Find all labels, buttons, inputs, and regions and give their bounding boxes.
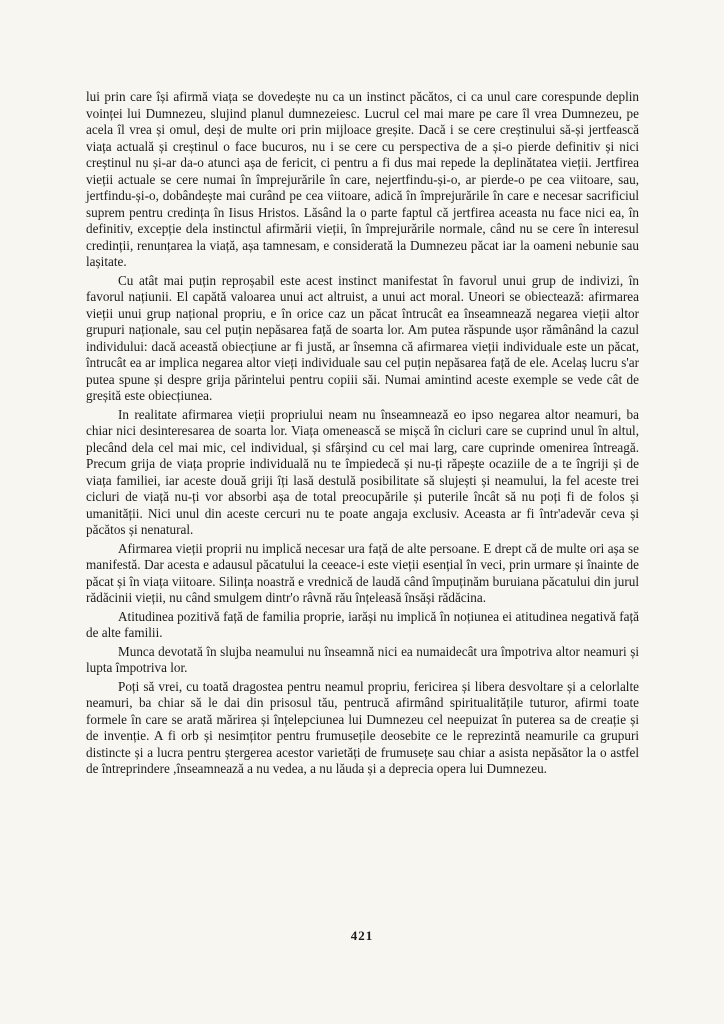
- paragraph-6: Munca devotată în slujba neamului nu înseamnă nici ea numaidecât ura împotriva altor neamuri și lupta împotriva lor.: [86, 643, 639, 675]
- paragraph-4: Afirmarea vieții proprii nu implică necesar ura față de alte persoane. E drept că de multe ori așa se manifestă. Dar acesta e adausul păcatului la ceeace-i este vieții esențial în veci, prin urmare și înainte de păcat și în viața viitoare. Silința noastră e vrednică de laudă când împuținăm buruiana păcatului din jurul rădăcinii vieții, nu când smulgem dintr'o râvnă rău înțeleasă însăși rădăcina.: [86, 540, 639, 605]
- page-number: 421: [350, 928, 374, 943]
- paragraph-2: Cu atât mai puțin reproșabil este acest instinct manifestat în favorul unui grup de indivizi, în favorul națiunii. El capătă valoarea unui act altruist, a unui act moral. Uneori se obiectează: afirmarea vieții unui grup național propriu, e în orice caz un păcat întrucât ea înseamnează negarea vieții altor grupuri naționale, sau cel puțin nepăsarea față de soarta lor. Am putea răspunde ușor rămânând la cazul individului: dacă această obiecțiune ar fi justă, ar însemna că afirmarea vieții individuale este un păcat, întrucât ea ar implica negarea altor vieți individuale sau cel puțin nepăsarea față de ele. Acelaș lucru s'ar putea spune și despre grija părintelui pentru copiii săi. Numai amintind aceste exemple se vede cât de greșită este obiecțiunea.: [86, 272, 639, 403]
- paragraph-5: Atitudinea pozitivă față de familia proprie, iarăși nu implică în noțiunea ei atitudinea negativă față de alte familii.: [86, 608, 639, 640]
- paragraph-1: lui prin care își afirmă viața se dovedește nu ca un instinct păcătos, ci ca unul care corespunde deplin voinței lui Dumnezeu, slujind planul dumnezeiesc. Lucrul cel mai mare pe care îl vrea Dumnezeu, pe acela îl vrea și omul, deși de multe ori prin mijloace greșite. Dacă i se cere creștinului să-și jertfească viața actuală și creștinul o face bucuros, nu i se cere cu perspectiva de a și-o pierde definitiv și nici creștinul nu și-ar da-o atunci așa de fericit, ci pentru a fi dus mai repede la deplinătatea vieții. Jertfirea vieții actuale se cere numai în împrejurările în care, nejertfindu-și-o, ar pierde-o pe cea viitoare, sau, jertfindu-și-o, dobândește mai curând pe cea viitoare, adică în împrejurările în care e necesar sacrificiul suprem pentru credința în Iisus Hristos. Lăsând la o parte faptul că jertfirea aceasta nu face nici ea, în definitiv, excepție dela instinctul afirmării vieții, în împrejurările normale, când nu se cere în interesul credinții, renunțarea la viață, așa tamnesam, e considerată la Dumnezeu păcat iar la oameni nebunie sau lașitate.: [86, 89, 639, 269]
- paragraph-3: In realitate afirmarea vieții propriului neam nu înseamnează eo ipso negarea altor neamuri, ba chiar nici desinteresarea de soarta lor. Viața omenească se mișcă în cicluri care se cuprind unul în altul, plecând dela cel mai mic, cel individual, și sfârșind cu cel mai larg, care cuprinde omenirea întreagă. Precum grija de viața proprie individuală nu te împiedecă și nu-ți răpește ocaziile de a te îngriji și de viața familiei, iar aceste două griji îți lasă destulă posibilitate să slujești și neamului, la fel aceste trei cicluri de viață nu-ți vor absorbi așa de total preocupările și puterile încât să nu poți fi de folos și umanității. Nici unul din aceste cercuri nu te poate angaja exclusiv. Aceasta ar fi într'adevăr ceva și păcătos și nenatural.: [86, 406, 639, 537]
- paragraph-7: Poți să vrei, cu toată dragostea pentru neamul propriu, fericirea și libera desvoltare și a celorlalte neamuri, ba chiar să le dai din prisosul tău, pentrucă afirmând spiritualitățile tuturor, afirmi toate formele în care se arată mărirea și înțelepciunea lui Dumnezeu cel neepuizat în puterea sa de creație și de invenție. A fi orb și nesimțitor pentru frumusețile deosebite ce le reprezintă neamurile ca grupuri distincte și a lucra pentru ștergerea acestor varietăți de frumusețe sau chiar a asista nepăsător la o astfel de întreprindere ,înseamnează a nu vedea, a nu lăuda și a deprecia opera lui Dumnezeu.: [86, 678, 639, 776]
- body-text: [86, 89, 639, 780]
